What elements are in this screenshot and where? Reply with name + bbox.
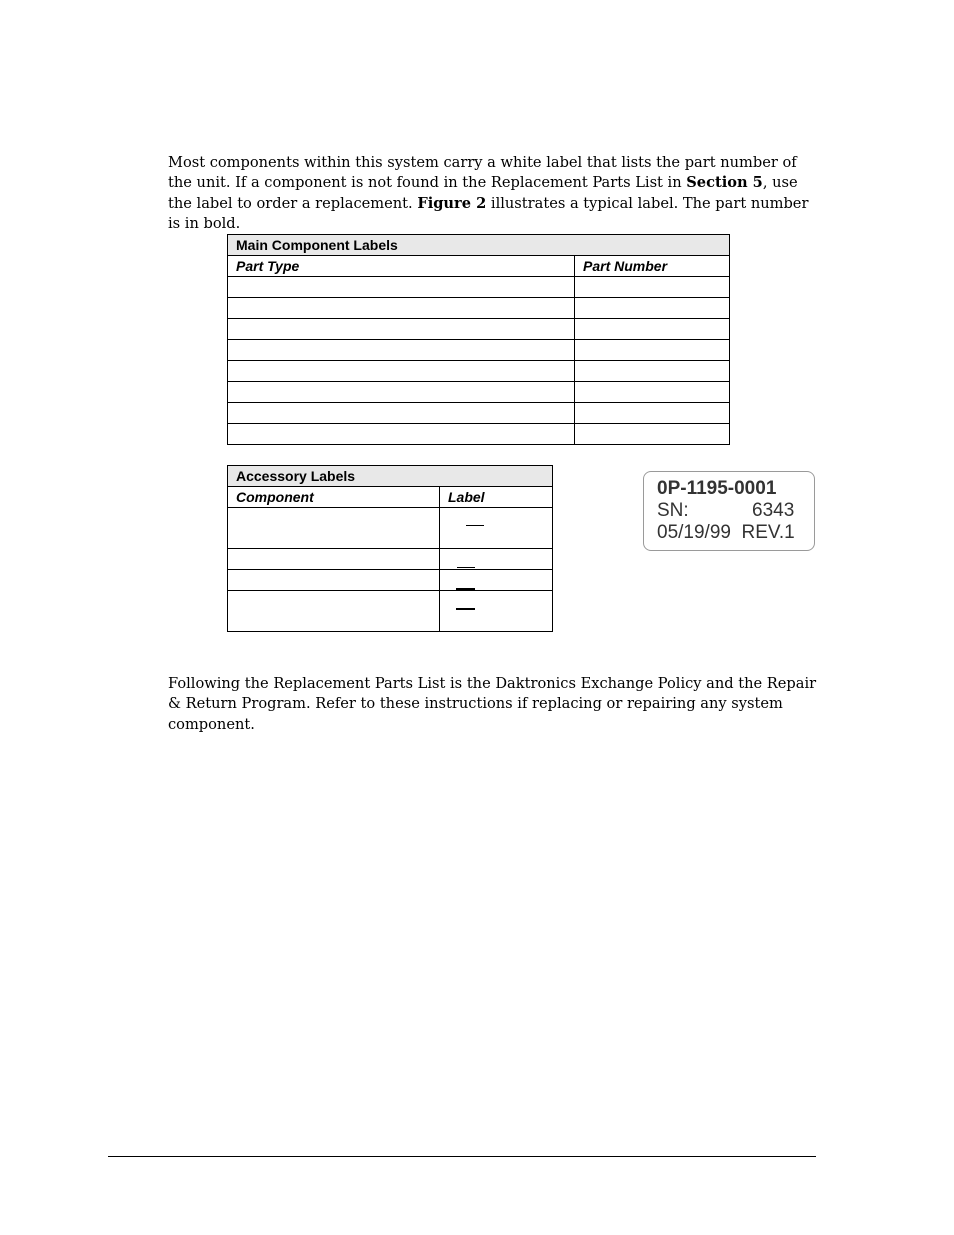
part-number-cell (575, 319, 730, 340)
label-cell (440, 591, 553, 632)
part-type-cell (228, 424, 575, 445)
part-number-cell (575, 277, 730, 298)
part-number-header: Part Number (575, 256, 730, 277)
component-cell (228, 549, 440, 570)
table-row (228, 361, 730, 382)
table-row (228, 319, 730, 340)
intro-text-a: Most components within this system carry a white label that lists the part number of the unit. If a component is not found in the Replacement Parts List in (168, 154, 797, 192)
main-component-labels-table (227, 234, 730, 445)
section-reference: Section 5 (686, 174, 763, 192)
part-number-cell (575, 424, 730, 445)
part-type-cell (228, 319, 575, 340)
label-placeholder-mark (456, 588, 475, 590)
part-number-cell (575, 403, 730, 424)
label-header: Label (440, 487, 553, 508)
label-serial-number: 6343 (752, 500, 795, 521)
table-row (228, 591, 553, 632)
part-number-cell (575, 361, 730, 382)
component-header: Component (228, 487, 440, 508)
typical-label-figure (643, 471, 815, 551)
part-number-cell (575, 382, 730, 403)
table-row (228, 424, 730, 445)
part-type-cell (228, 298, 575, 319)
label-sn-caption: SN: (657, 500, 689, 521)
table-row (228, 298, 730, 319)
component-cell (228, 508, 440, 549)
label-part-number: 0P-1195-0001 (657, 478, 777, 499)
main-table-caption: Main Component Labels (228, 235, 730, 256)
table-row (228, 570, 553, 591)
label-placeholder-mark (456, 608, 475, 610)
table-row (228, 508, 553, 549)
part-type-cell (228, 382, 575, 403)
label-placeholder-mark (466, 525, 484, 526)
accessory-table-caption: Accessory Labels (228, 466, 553, 487)
footer-divider (108, 1156, 816, 1157)
part-type-cell (228, 403, 575, 424)
label-cell (440, 508, 553, 549)
part-type-cell (228, 277, 575, 298)
closing-paragraph: Following the Replacement Parts List is the Daktronics Exchange Policy and the Repair & Return Program. Refer to these instructions if replacing or repairing any system component. (168, 675, 817, 733)
intro-text-b: , use the label to order a replacement. (168, 174, 798, 212)
label-placeholder-mark (457, 567, 475, 568)
part-number-cell (575, 298, 730, 319)
accessory-labels-table (227, 465, 553, 632)
component-cell (228, 570, 440, 591)
table-row (228, 403, 730, 424)
table-row (228, 340, 730, 361)
table-row (228, 549, 553, 570)
part-type-cell (228, 340, 575, 361)
table-row (228, 277, 730, 298)
label-date-revision: 05/19/99 REV.1 (657, 522, 795, 543)
table-row (228, 382, 730, 403)
component-cell (228, 591, 440, 632)
figure-reference: Figure 2 (417, 194, 487, 212)
part-type-header: Part Type (228, 256, 575, 277)
part-number-cell (575, 340, 730, 361)
intro-paragraph (168, 153, 818, 234)
part-type-cell (228, 361, 575, 382)
intro-text-c: illustrates a typical label. The part number is in bold. (168, 194, 809, 232)
